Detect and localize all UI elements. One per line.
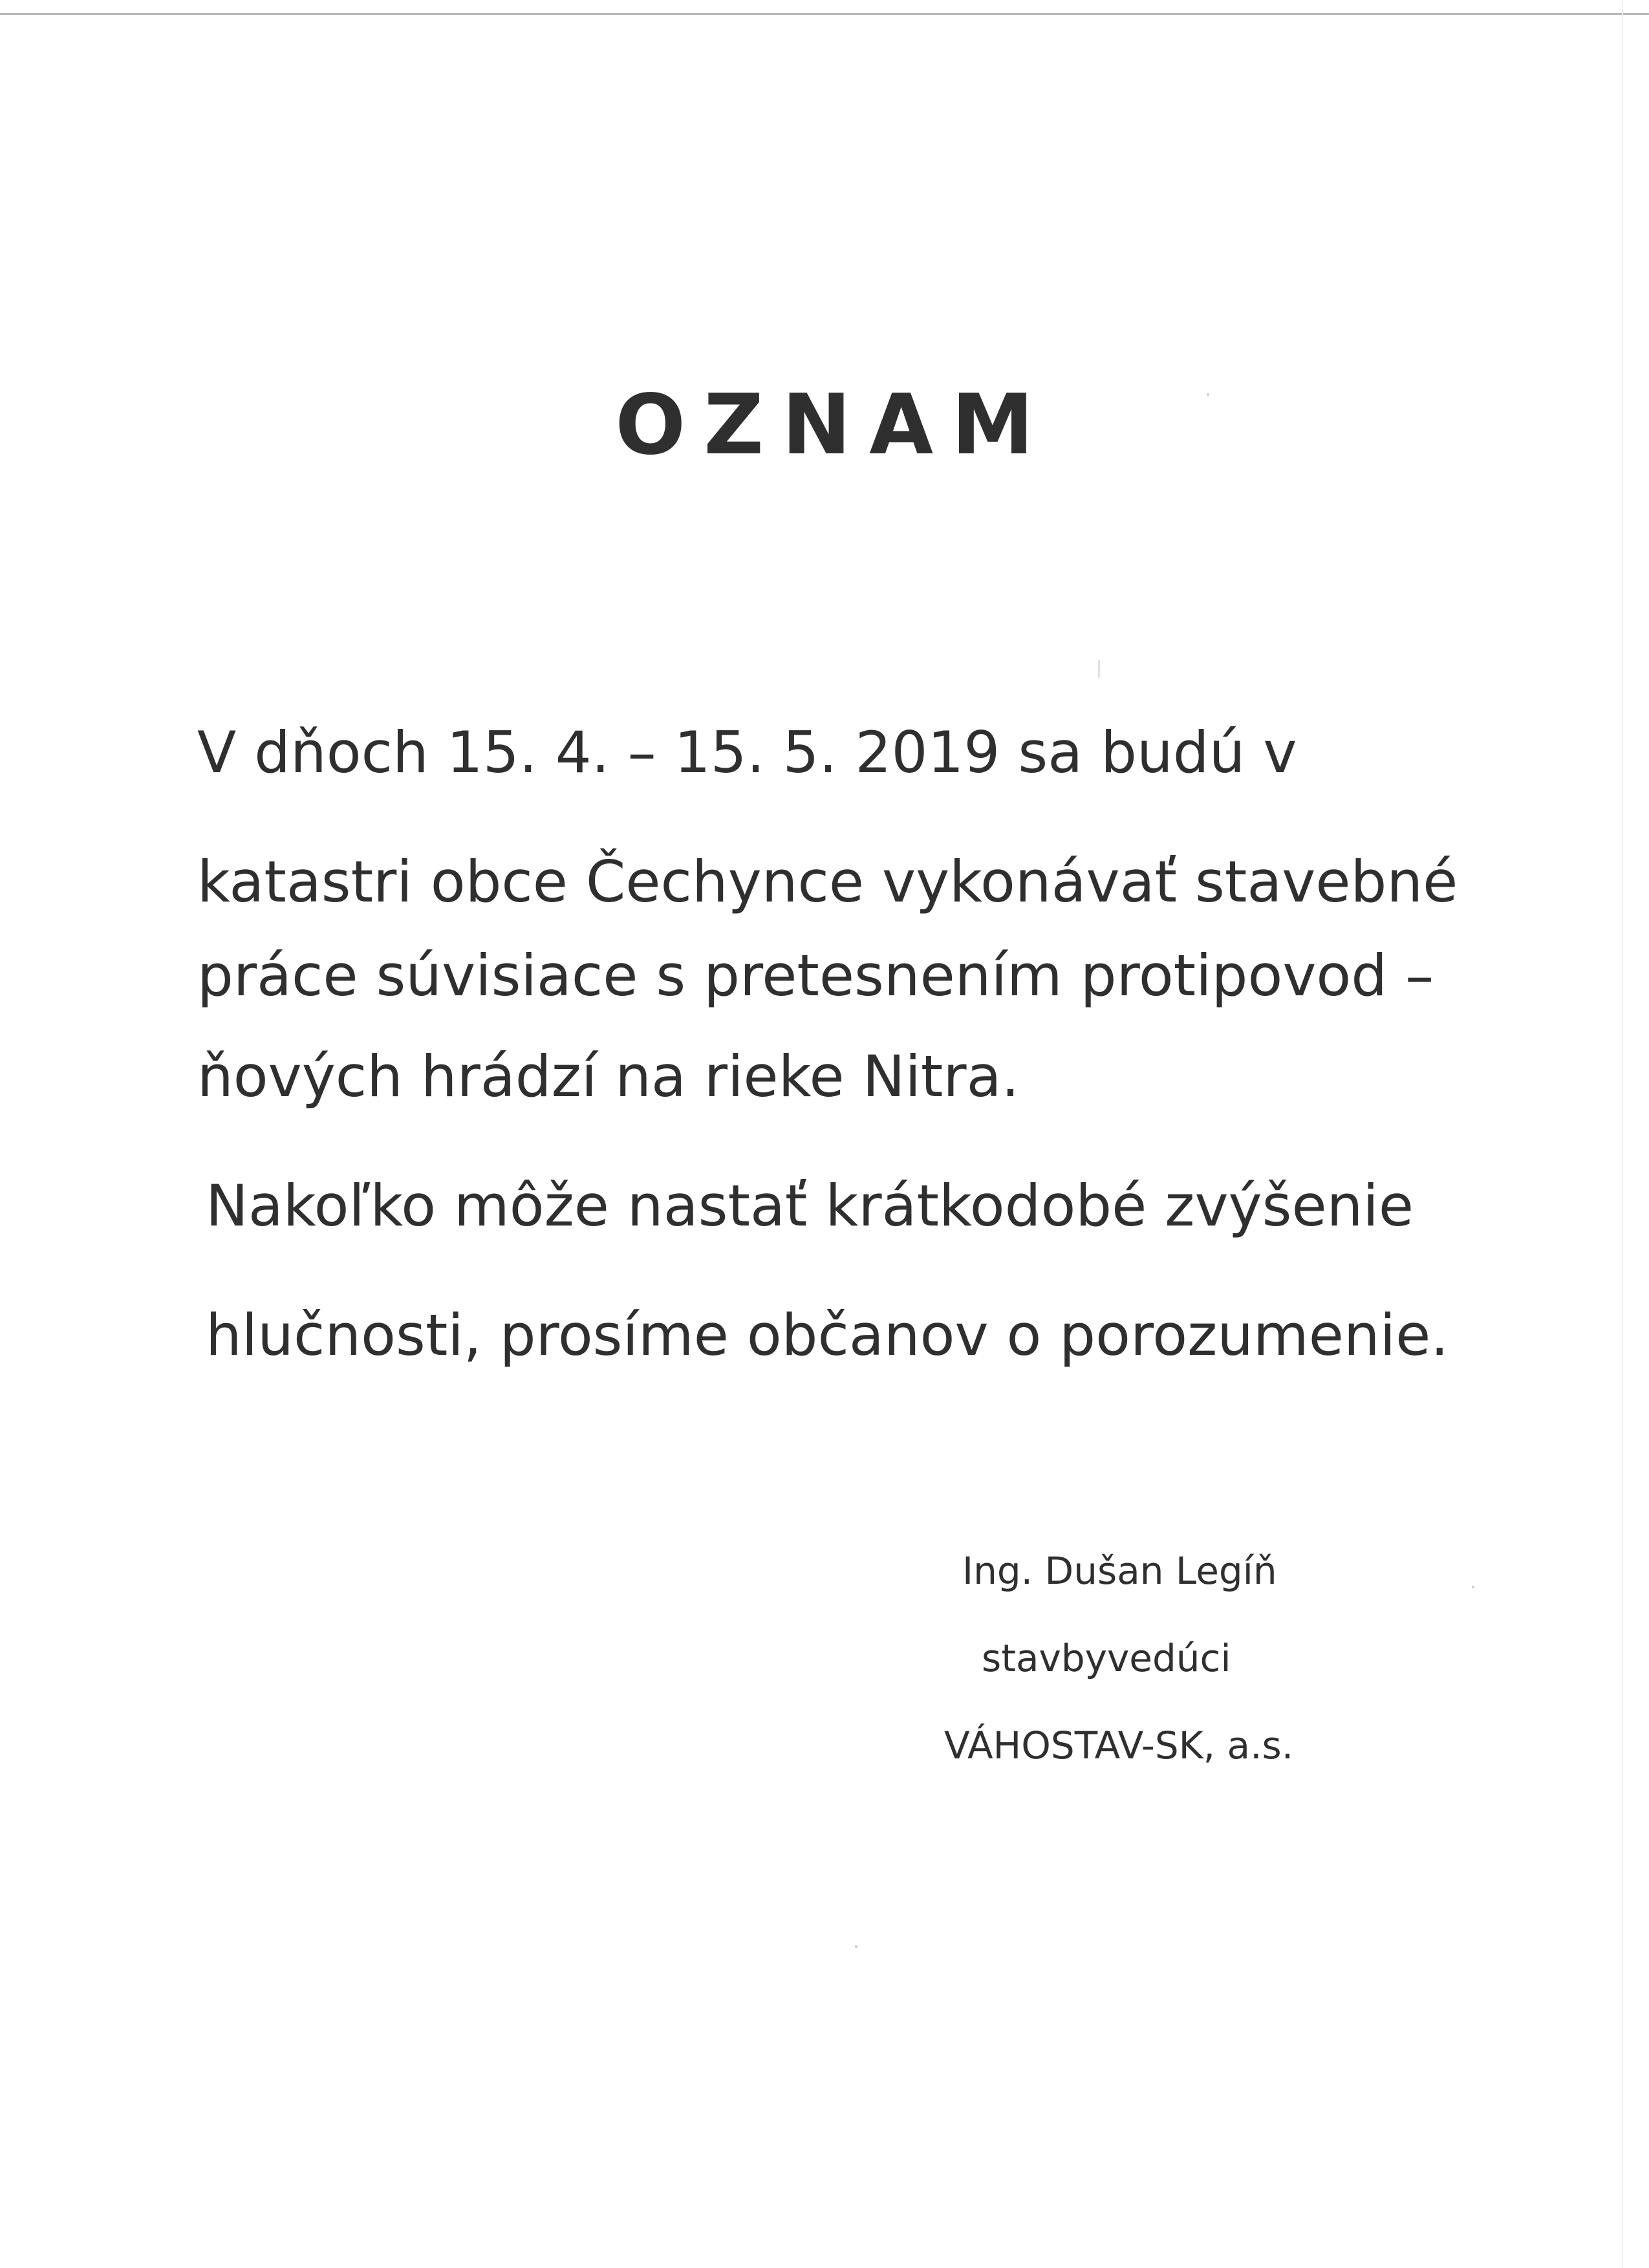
body-line-1: V dňoch 15. 4. – 15. 5. 2019 sa budú v [197,719,1297,786]
body-line-5: Nakoľko môže nastať krátkodobé zvýšenie [206,1172,1414,1239]
scan-speck [1098,660,1100,678]
body-line-4: ňových hrádzí na rieke Nitra. [197,1043,1020,1110]
body-line-3: práce súvisiace s pretesnením protipovod – [197,942,1434,1009]
signature-position: stavbyvedúci [982,1636,1231,1680]
signature-company: VÁHOSTAV-SK, a.s. [944,1723,1294,1767]
scan-speck [855,1945,857,1948]
body-line-2: katastri obce Čechynce vykonávať stavebné [197,848,1458,915]
scan-speck [1472,1586,1474,1588]
scan-edge-line [0,13,1649,15]
scan-edge-shadow [1622,0,1623,2268]
body-line-6: hlučnosti, prosíme občanov o porozumenie. [206,1302,1449,1368]
notice-title: OZNAM [615,377,1052,473]
signature-name: Ing. Dušan Legíň [962,1549,1277,1593]
